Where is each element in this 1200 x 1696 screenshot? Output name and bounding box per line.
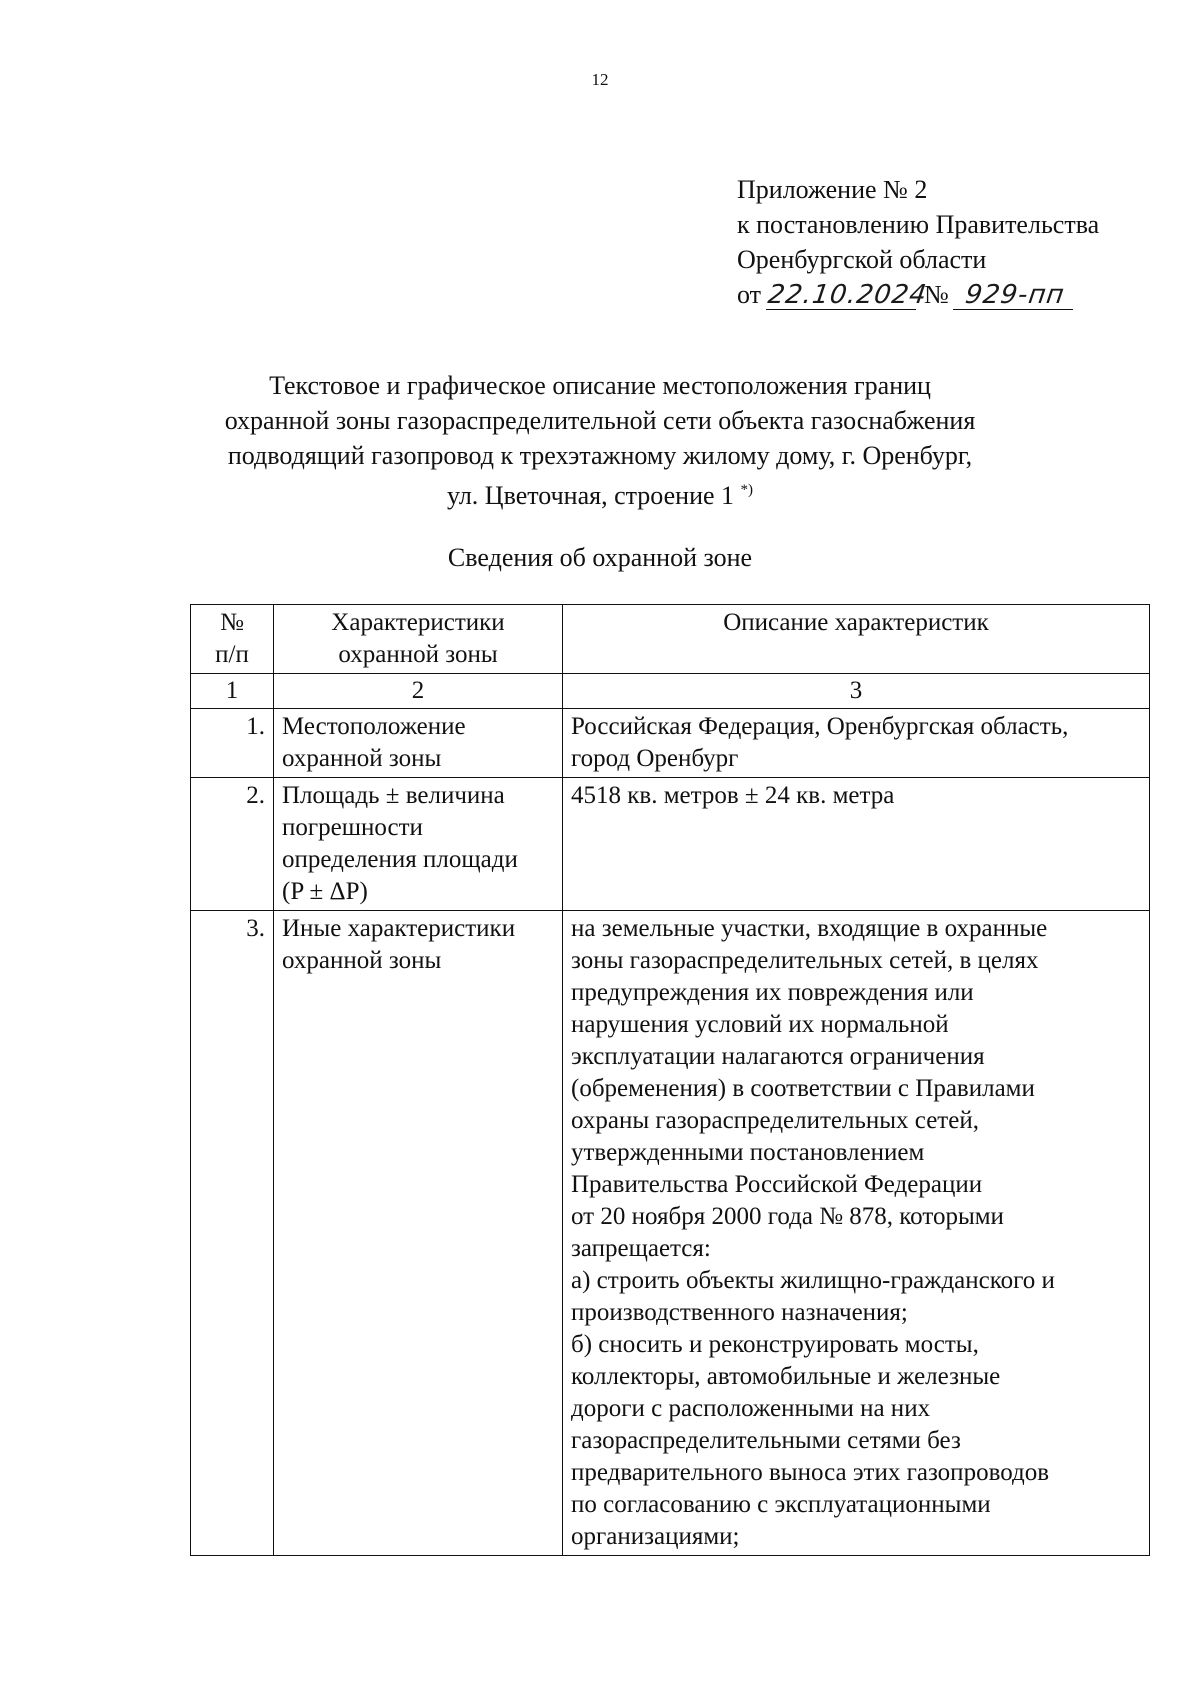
cell-line: б) сносить и реконструировать мосты, — [571, 1331, 979, 1358]
cell-line: от 20 ноября 2000 года № 878, которыми — [571, 1203, 1004, 1230]
cell-line: город Оренбург — [571, 745, 739, 772]
appendix-prefix-ot: от — [737, 280, 762, 309]
zone-info-table — [190, 604, 1150, 1556]
page-number: 12 — [591, 70, 609, 89]
cell-line: коллекторы, автомобильные и железные — [571, 1363, 1001, 1390]
header-col-number-line2: п/п — [215, 641, 249, 668]
cell-line: охраны газораспределительных сетей, — [571, 1107, 979, 1134]
appendix-line-2: к постановлению Правительства — [737, 210, 1100, 239]
cell-line: (обременения) в соответствии с Правилами — [571, 1075, 1035, 1102]
row-number: 3. — [191, 911, 274, 1556]
row-characteristic — [274, 709, 563, 778]
cell-line: 4518 кв. метров ± 24 кв. метра — [571, 782, 895, 809]
title-line-4-wrap — [0, 473, 1200, 513]
cell-line: утвержденными постановлением — [571, 1139, 925, 1166]
table-row — [191, 778, 1150, 911]
document-title — [0, 368, 1200, 513]
row-description — [563, 709, 1150, 778]
appendix-line-3: Оренбургской области — [737, 245, 987, 274]
title-line-3: подводящий газопровод к трехэтажному жилому дому, г. Оренбург, — [227, 441, 973, 470]
cell-line: охранной зоны — [282, 947, 442, 974]
cell-line: предупреждения их повреждения или — [571, 979, 974, 1006]
table-row — [191, 709, 1150, 778]
title-line-1: Текстовое и графическое описание местоположения границ — [269, 371, 931, 400]
cell-line: а) строить объекты жилищно-гражданского и — [571, 1267, 1055, 1294]
cell-line: Правительства Российской Федерации — [571, 1171, 983, 1198]
cell-line: предварительного выноса этих газопроводов — [571, 1459, 1050, 1486]
row-characteristic — [274, 778, 563, 911]
handwritten-date: 22.10.2024 — [765, 280, 929, 310]
cell-line: запрещается: — [571, 1235, 711, 1262]
row-number: 2. — [191, 778, 274, 911]
cell-line: нарушения условий их нормальной — [571, 1011, 949, 1038]
appendix-line-4 — [737, 277, 1099, 312]
numbering-cell-1: 1 — [191, 674, 274, 709]
header-col2-line2: охранной зоны — [338, 641, 498, 668]
cell-line: погрешности — [282, 814, 423, 841]
appendix-line-1: Приложение № 2 — [737, 175, 928, 204]
table-numbering-row — [191, 674, 1150, 709]
cell-line: Площадь ± величина — [282, 782, 505, 809]
title-line-2: охранной зоны газораспределительной сети объекта газоснабжения — [224, 406, 976, 435]
header-col2-line1: Характеристики — [331, 609, 505, 636]
cell-line: по согласованию с эксплуатационными — [571, 1491, 991, 1518]
cell-line: на земельные участки, входящие в охранные — [571, 915, 1048, 942]
cell-line: производственного назначения; — [571, 1299, 908, 1326]
header-col-number-line1: № — [220, 609, 244, 636]
cell-line: газораспределительными сетями без — [571, 1427, 961, 1454]
appendix-block — [737, 172, 1099, 312]
title-line-4: ул. Цветочная, строение 1 — [446, 481, 735, 510]
cell-line: (P ± ΔP) — [282, 878, 368, 905]
row-description — [563, 911, 1150, 1556]
row-number: 1. — [191, 709, 274, 778]
cell-line: охранной зоны — [282, 745, 442, 772]
table-header-row — [191, 605, 1150, 674]
number-sign: № — [924, 280, 949, 309]
cell-line: дороги с расположенными на них — [571, 1395, 931, 1422]
header-col-characteristics — [274, 605, 563, 674]
cell-line: зоны газораспределительных сетей, в целях — [571, 947, 1039, 974]
row-characteristic — [274, 911, 563, 1556]
cell-line: организациями; — [571, 1523, 740, 1550]
cell-line: Местоположение — [282, 713, 466, 740]
numbering-cell-3: 3 — [563, 674, 1150, 709]
footnote-mark: *) — [740, 482, 754, 498]
table-row — [191, 911, 1150, 1556]
row-description — [563, 778, 1150, 911]
numbering-cell-2: 2 — [274, 674, 563, 709]
cell-line: эксплуатации налагаются ограничения — [571, 1043, 985, 1070]
header-col-description: Описание характеристик — [563, 605, 1150, 674]
header-col-number — [191, 605, 274, 674]
handwritten-number: 929-пп — [953, 281, 1077, 310]
cell-line: Российская Федерация, Оренбургская область, — [571, 713, 1069, 740]
cell-line: Иные характеристики — [282, 915, 516, 942]
section-subtitle: Сведения об охранной зоне — [447, 543, 753, 572]
cell-line: определения площади — [282, 846, 518, 873]
